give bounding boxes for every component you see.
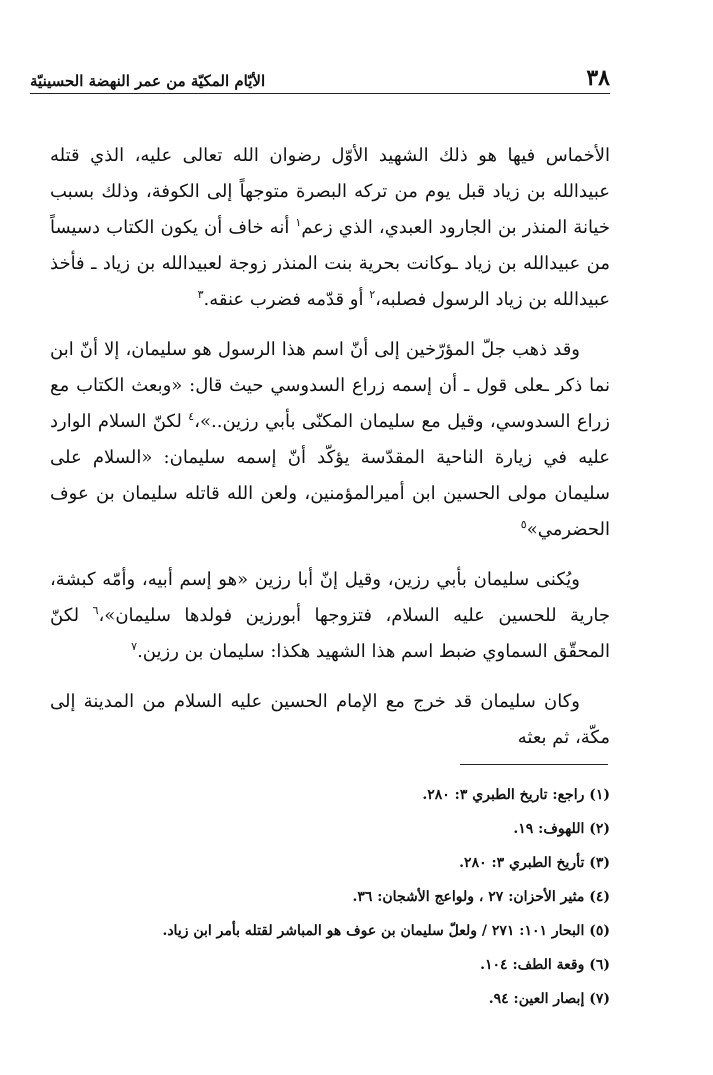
footnote-item: (٢) اللهوف: ١٩.: [513, 821, 610, 837]
paragraph-text: وقد ذهب جلّ المؤرّخين إلى أنّ اسم هذا الرسول هو سليمان، إلا أنّ ابن نما ذكر ـعلى قول ـ أن إسمه زراع السدوسي حيث قال: «وبعث الكتاب مع زراع السدوسي، وقيل مع سليمان المكنّى بأبي رزين..»،: [50, 339, 611, 432]
footnote-item: (٥) البحار ١٠١: ٢٧١ / ولعلّ سليمان بن عوف هو المباشر لقتله بأمر ابن زياد.: [162, 923, 610, 939]
footnote-item: (١) راجع: تاريخ الطبري ٣: ٢٨٠.: [422, 787, 610, 803]
paragraph-text: أو قدّمه فضرب عنقه.: [203, 289, 370, 310]
footnote-ref: ٣: [197, 288, 204, 301]
paragraph-text: لكنّ المحقّق السماوي ضبط اسم هذا الشهيد هكذا: سليمان بن رزين.: [50, 605, 610, 662]
paragraph: [50, 684, 610, 756]
footnote-item: (٦) وقعة الطف: ١٠٤.: [480, 957, 610, 973]
footnote-item: (٤) مثير الأحزان: ٢٧ ، ولواعج الأشجان: ٣٦.: [352, 889, 610, 905]
footnotes-list: [50, 778, 610, 1016]
footnote-ref: ٥: [520, 518, 527, 531]
paragraph: [50, 562, 610, 670]
footnote-item: (٣) تأريخ الطبري ٣: ٢٨٠.: [459, 855, 610, 871]
page-header: [30, 58, 610, 94]
running-title: الأيّام المكيّة من عمر النهضة الحسينيّة: [30, 72, 266, 90]
paragraph-text: لكنّ السلام الوارد عليه في زيارة الناحية المقدّسة يؤكّد أنّ إسمه سليمان: «السلام على سليمان مولى الحسين ابن أميرالمؤمنين، ولعن الله قاتله سليمان بن عوف الحضرمي»: [50, 411, 610, 540]
paragraph-text: ويُكنى سليمان بأبي رزين، وقيل إنّ أبا رزين «هو إسم أبيه، وأمّه كبشة، جارية للحسين عليه السلام، فتزوجها أبورزين فولدها سليمان»،: [50, 569, 610, 626]
footnote-ref: ٤: [188, 410, 195, 423]
footnote-ref: ٢: [369, 288, 376, 301]
main-text: [50, 138, 610, 770]
paragraph-text: الأخماس فيها هو ذلك الشهيد الأوّل رضوان الله تعالى عليه، الذي قتله عبيدالله بن زياد قبل يوم من تركه البصرة متوجهاً إلى الكوفة، وذلك بسبب خيانة المنذر بن الجارود العبدي، الذي زعم: [50, 145, 610, 238]
footnote-ref: ١: [295, 216, 302, 229]
paragraph: [50, 138, 610, 318]
footnote-item: (٧) إبصار العين: ٩٤.: [488, 991, 610, 1007]
footnote-ref: ٧: [131, 640, 138, 653]
page-number: ٣٨: [586, 65, 610, 91]
paragraph-text: وكان سليمان قد خرج مع الإمام الحسين عليه السلام من المدينة إلى مكّة، ثم بعثه: [50, 691, 610, 748]
paragraph-text: أنه خاف أن يكون الكتاب دسيساً من عبيدالله بن زياد ـوكانت بحرية بنت المنذر زوجة لعبيدالله بن زياد ـ فأخذ عبيدالله بن زياد الرسول فصلبه،: [50, 217, 610, 310]
footnote-divider: [460, 764, 608, 765]
paragraph: [50, 332, 610, 548]
footnote-ref: ٦: [92, 604, 99, 617]
